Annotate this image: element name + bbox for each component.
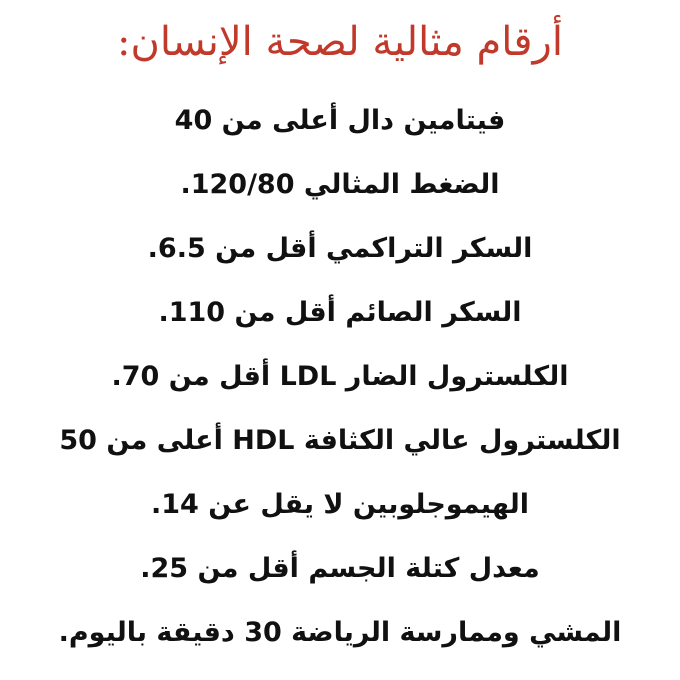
list-item-exercise: المشي وممارسة الرياضة 30 دقيقة باليوم. (58, 616, 622, 648)
health-numbers-list (0, 88, 680, 664)
page-title: أرقام مثالية لصحة الإنسان: (117, 19, 563, 65)
list-item-blood-pressure: الضغط المثالي 120/80. (180, 168, 500, 200)
list-item-vitamin-d: فيتامين دال أعلى من 40 (174, 104, 506, 136)
list-item-hba1c: السكر التراكمي أقل من 6.5. (147, 232, 533, 264)
list-item-ldl: الكلسترول الضار LDL أقل من 70. (111, 360, 569, 392)
list-item-fasting-sugar: السكر الصائم أقل من 110. (158, 296, 522, 328)
list-item-bmi: معدل كتلة الجسم أقل من 25. (140, 552, 540, 584)
list-item-hemoglobin: الهيموجلوبين لا يقل عن 14. (150, 488, 530, 520)
list-item-hdl: الكلسترول عالي الكثافة HDL أعلى من 50 (59, 424, 621, 456)
